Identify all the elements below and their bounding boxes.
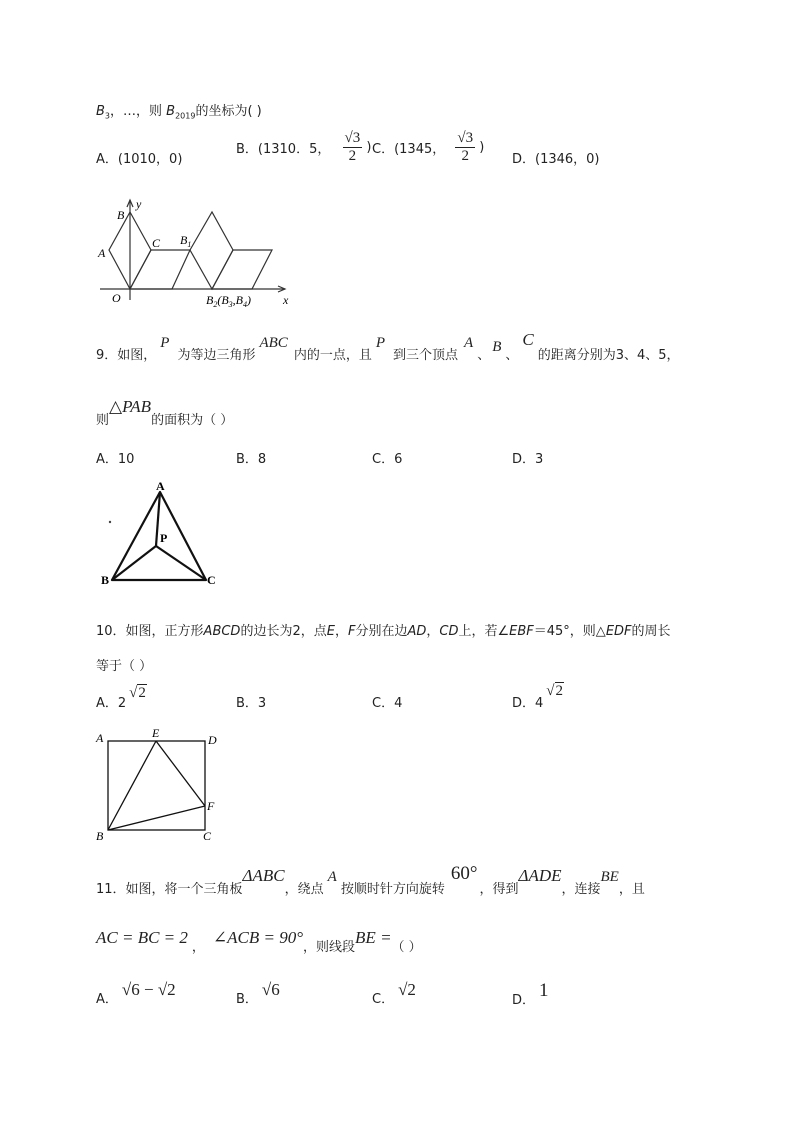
q10-option-a-radicand: 2 bbox=[138, 685, 146, 701]
q11-l1f: ，且 bbox=[618, 882, 645, 897]
q11-option-b[interactable] bbox=[236, 980, 280, 1007]
q11-option-b-pre: B． bbox=[236, 992, 258, 1007]
q9-line2-pre: 则 bbox=[96, 413, 110, 428]
q9-line2-post: 的面积为（ ） bbox=[151, 413, 234, 428]
q8-stem-b3: B bbox=[96, 104, 105, 119]
q9-fig-label-p: P bbox=[160, 531, 168, 545]
q8-label-c: C bbox=[152, 236, 161, 250]
q10-option-d-radical: √2 bbox=[546, 683, 564, 699]
q8-label-b3: (B bbox=[217, 293, 229, 307]
q9-fig-label-b: B bbox=[101, 573, 110, 587]
q11-deg: 60° bbox=[450, 863, 478, 884]
q10-option-d-radicand: 2 bbox=[555, 683, 564, 699]
q11-l1c: 按顺时针方向旋转 bbox=[340, 882, 445, 897]
q9-t1: 为等边三角形 bbox=[177, 348, 256, 363]
q10-option-c[interactable]: C．4 bbox=[372, 696, 403, 711]
q11-abc: ΔABC bbox=[242, 866, 285, 885]
q9-option-b[interactable]: B．8 bbox=[236, 452, 267, 467]
q8-label-a: A bbox=[98, 246, 106, 260]
q8-label-b1-main: B bbox=[180, 233, 188, 247]
q11-l1b: ，绕点 bbox=[284, 882, 324, 897]
q10-edf: EDF bbox=[605, 624, 632, 639]
q11-stem-line2 bbox=[96, 928, 422, 955]
q10-fig-label-a: A bbox=[96, 731, 104, 745]
q11-l1e: ，连接 bbox=[561, 882, 601, 897]
q10-fig-label-f: F bbox=[207, 799, 215, 813]
q11-option-c-val: √2 bbox=[398, 980, 416, 999]
q11-be2: BE = bbox=[355, 928, 392, 947]
q11-mid: ，则线段 bbox=[303, 940, 356, 955]
q9-option-a[interactable]: A．10 bbox=[96, 452, 135, 467]
q9-c: C bbox=[522, 330, 534, 349]
q8-option-b-den: 2 bbox=[343, 147, 363, 165]
q10-l1b: 的边长为2，点 bbox=[240, 624, 327, 639]
q11-sep: ， bbox=[191, 940, 205, 955]
q10-option-b[interactable]: B．3 bbox=[236, 696, 267, 711]
q11-option-d-pre: D． bbox=[512, 993, 536, 1008]
q10-segment-be bbox=[108, 741, 156, 830]
q10-abcd: ABCD bbox=[203, 624, 241, 639]
q8-label-x: x bbox=[283, 293, 289, 307]
q10-l1e: ＝45°，则△ bbox=[533, 624, 606, 639]
q11-post: （ ） bbox=[391, 940, 422, 955]
q8-option-b-num: √3 bbox=[344, 130, 361, 146]
q8-label-b1-sub: 1 bbox=[187, 240, 192, 249]
q8-label-b2-sub: 2 bbox=[213, 300, 218, 309]
q11-l1a: 11．如图，将一个三角板 bbox=[96, 882, 243, 897]
q11-a: A bbox=[327, 869, 337, 885]
q10-ebf: EBF bbox=[509, 624, 534, 639]
q8-stem-b: B bbox=[166, 104, 176, 119]
q8-label-b4-sub: 4 bbox=[243, 300, 248, 309]
q9-tri: △PAB bbox=[109, 397, 152, 416]
q10-option-a-pre: A．2 bbox=[96, 696, 127, 711]
q8-label-b2: B bbox=[206, 293, 214, 307]
q9-t3: 到三个顶点 bbox=[393, 348, 459, 363]
q8-option-a[interactable]: A．(1010，0) bbox=[96, 152, 183, 167]
q9-sep2: 、 bbox=[505, 348, 519, 363]
q8-option-c-num: √3 bbox=[457, 130, 474, 146]
q10-comma: ， bbox=[334, 624, 348, 639]
q11-option-a-val: √6 − √2 bbox=[121, 980, 176, 999]
q11-option-d[interactable] bbox=[512, 980, 549, 1008]
q10-fig-label-c: C bbox=[203, 829, 212, 843]
q10-segment-bf bbox=[108, 806, 205, 830]
q11-option-b-val: √6 bbox=[261, 980, 280, 999]
q8-option-c-den: 2 bbox=[455, 147, 475, 165]
q11-expr1: AC = BC = 2 bbox=[96, 928, 188, 947]
q10-ad: AD bbox=[407, 624, 427, 639]
q8-label-y: y bbox=[136, 197, 142, 211]
q8-label-comma: , bbox=[232, 293, 236, 307]
q10-option-a-radical: √2 bbox=[129, 685, 146, 701]
q10-e: E bbox=[326, 624, 335, 639]
q9-option-c[interactable]: C．6 bbox=[372, 452, 403, 467]
q8-label-o: O bbox=[112, 291, 121, 305]
q9-t4: 的距离分别为3、4、5， bbox=[537, 348, 680, 363]
q11-option-c[interactable] bbox=[372, 980, 416, 1007]
q10-l1a: 10．如图，正方形 bbox=[96, 624, 204, 639]
q8-option-c-post: ) bbox=[479, 140, 485, 155]
q10-l1c: 分别在边 bbox=[355, 624, 408, 639]
q10-fig-label-d: D bbox=[208, 733, 217, 747]
q10-option-d-pre: D．4 bbox=[512, 696, 544, 711]
q9-fig-label-a: A bbox=[156, 479, 165, 493]
q11-be: BE bbox=[600, 869, 619, 885]
q11-option-a[interactable] bbox=[96, 980, 176, 1007]
q8-label-b4: B bbox=[235, 293, 244, 307]
q10-comma2: ， bbox=[426, 624, 440, 639]
q9-p1: P bbox=[160, 335, 170, 351]
q8-label-b: B bbox=[117, 208, 125, 222]
q11-option-c-pre: C． bbox=[372, 992, 395, 1007]
q9-p2: P bbox=[375, 335, 385, 351]
q8-option-b-pre: B．(1310．5， bbox=[236, 142, 331, 157]
q10-fig-label-b: B bbox=[96, 829, 104, 843]
q10-fig-label-e: E bbox=[152, 726, 160, 740]
q10-segment-ef bbox=[156, 741, 205, 806]
q8-label-b3-sub: 3 bbox=[228, 300, 233, 309]
q9-sep1: 、 bbox=[477, 348, 491, 363]
q8-option-b-post: ) bbox=[366, 140, 372, 155]
q8-stem-mid: ，…，则 bbox=[110, 104, 167, 119]
q9-a: A bbox=[464, 335, 474, 351]
q10-f: F bbox=[347, 624, 356, 639]
q8-stem-sub: 2019 bbox=[175, 111, 196, 121]
q11-option-d-val: 1 bbox=[539, 980, 549, 1001]
q10-square-abcd bbox=[108, 741, 205, 830]
q10-stem-line2: 等于（ ） bbox=[96, 659, 153, 674]
q8-label-close: ) bbox=[247, 293, 252, 307]
q9-abc: ABC bbox=[259, 335, 288, 351]
q10-l1d: 上，若∠ bbox=[458, 624, 510, 639]
q11-stem-line1 bbox=[96, 863, 645, 899]
q9-fig-label-c: C bbox=[207, 573, 216, 587]
q11-ade: ΔADE bbox=[518, 866, 562, 885]
q11-option-a-pre: A． bbox=[96, 992, 118, 1007]
q9-t2: 内的一点，且 bbox=[293, 348, 372, 363]
q8-option-c-pre: C．(1345， bbox=[372, 142, 446, 157]
q10-cd: CD bbox=[439, 624, 459, 639]
q9-option-d[interactable]: D．3 bbox=[512, 452, 544, 467]
q11-expr2: ∠ACB = 90° bbox=[212, 928, 304, 947]
q9-num: 9．如图， bbox=[96, 348, 157, 363]
q10-l1f: 的周长 bbox=[631, 624, 671, 639]
q8-stem-post: 的坐标为( ) bbox=[195, 104, 262, 119]
q8-option-d[interactable]: D．(1346，0) bbox=[512, 152, 600, 167]
q8-stem-b3-sub: 3 bbox=[104, 111, 111, 121]
q11-l1d: ，得到 bbox=[479, 882, 519, 897]
q9-b: B bbox=[492, 339, 502, 355]
